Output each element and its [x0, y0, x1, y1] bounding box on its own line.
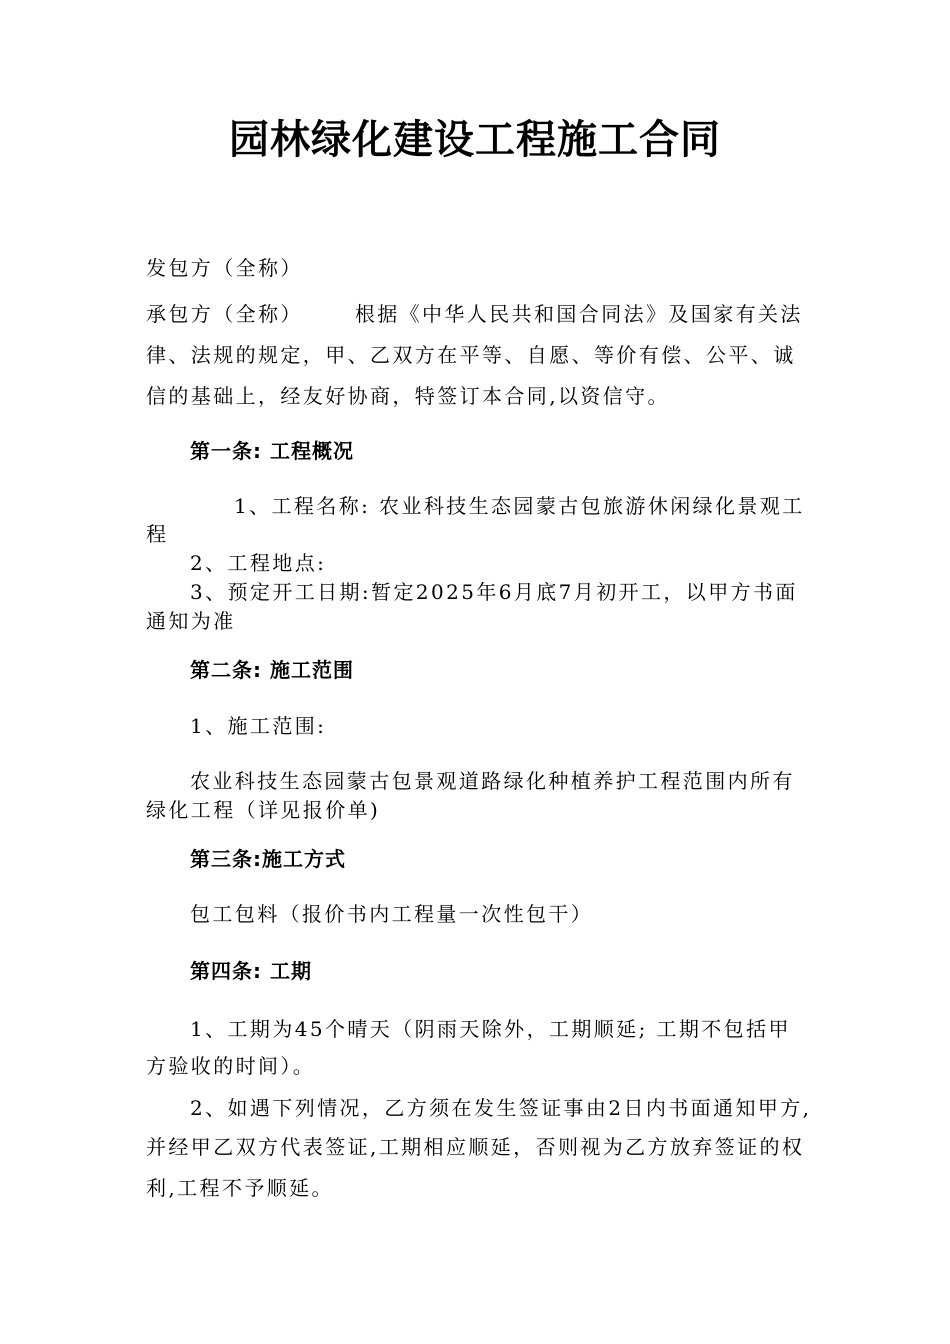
intro-line-1: 根据《中华人民共和国合同法》及国家有关法	[354, 302, 803, 326]
article-4-para-1: 1、工期为45个晴天（阴雨天除外，工期顺延; 工期不包括甲	[190, 1017, 791, 1041]
article-1-item-1-cont: 程	[146, 522, 169, 546]
article-1-item-2: 2、工程地点:	[190, 551, 327, 575]
intro-line-2: 律、法规的规定，甲、乙双方在平等、自愿、等价有偿、公平、诚	[146, 343, 796, 367]
intro-line-3: 信的基础上，经友好协商，特签订本合同,以资信守。	[146, 384, 670, 408]
article-4-para-2-end: 利,工程不予顺延。	[146, 1176, 334, 1200]
article-2-desc: 农业科技生态园蒙古包景观道路绿化种植养护工程范围内所有	[190, 769, 795, 793]
party-a-line: 发包方（全称）	[146, 256, 303, 280]
party-b-label: 承包方（全称）	[146, 302, 303, 326]
article-1-heading: 第一条: 工程概况	[190, 439, 354, 463]
article-4-heading: 第四条: 工期	[190, 959, 312, 983]
article-4-para-1-cont: 方验收的时间）。	[146, 1054, 316, 1078]
article-2-item-1: 1、施工范围:	[190, 714, 327, 738]
article-2-heading: 第二条: 施工范围	[190, 658, 354, 682]
article-2-desc-cont: 绿化工程（详见报价单)	[146, 798, 381, 822]
article-1-item-3: 3、预定开工日期:暂定2025年6月底7月初开工，以甲方书面	[190, 580, 798, 604]
article-1-item-1: 1、工程名称: 农业科技生态园蒙古包旅游休闲绿化景观工	[234, 494, 805, 518]
article-1-item-3-cont: 通知为准	[146, 609, 236, 633]
article-3-heading: 第三条:施工方式	[190, 847, 346, 871]
article-3-text: 包工包料（报价书内工程量一次性包干）	[190, 902, 594, 926]
article-4-para-2: 2、如遇下列情况，乙方须在发生签证事由2日内书面通知甲方,	[190, 1096, 812, 1120]
party-b-line	[146, 300, 816, 328]
document-title: 园林绿化建设工程施工合同	[229, 117, 721, 163]
article-4-para-2-cont: 并经甲乙双方代表签证,工期相应顺延，否则视为乙方放弃签证的权	[146, 1135, 805, 1159]
